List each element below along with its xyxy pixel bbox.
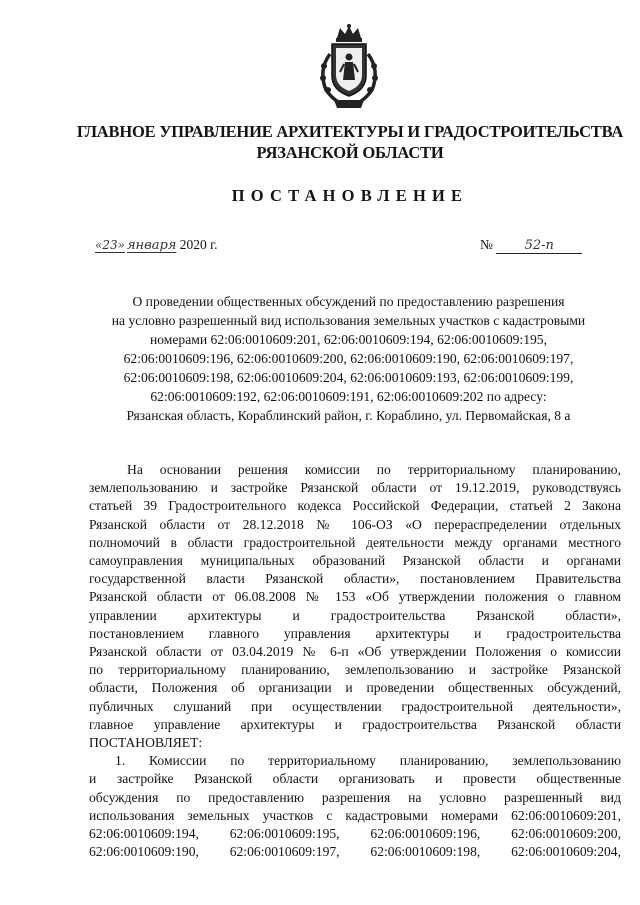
subject-line: на условно разрешенный вид использования земельных участков с кадастровыми (111, 313, 586, 328)
date-day: «23» (95, 238, 125, 252)
body-line: землепользованию и застройке Рязанской области от 19.12.2019, руководствуясь (89, 480, 621, 496)
subject-line: 62:06:0010609:198, 62:06:0010609:204, 62:06:0010609:193, 62:06:0010609:199, (123, 370, 574, 385)
document-type-title: ПОСТАНОВЛЕНИЕ (231, 186, 469, 205)
document-date (95, 237, 218, 253)
coat-of-arms-icon (312, 24, 386, 110)
body-line: статьей 39 Градостроительного кодекса Российской Федерации, статьей 2 Закона (89, 498, 621, 514)
subject-line: 62:06:0010609:192, 62:06:0010609:191, 62:06:0010609:202 по адресу: (150, 389, 547, 404)
body-line: по территориальному планированию, землепользованию и застройке Рязанской (89, 662, 621, 678)
body-line: Рязанской области от 28.12.2018 № 106-ОЗ «О перераспределении отдельных (89, 516, 621, 532)
body-line: 62:06:0010609:194, 62:06:0010609:195, 62:06:0010609:196, 62:06:0010609:200, (89, 826, 621, 842)
body-line: обсуждения по предоставлению разрешения на условно разрешенный вид (89, 789, 621, 805)
number-value: 52-п (496, 238, 582, 254)
body-line: области, Положения об организации и проведении общественных обсуждений, (89, 680, 621, 696)
body-line: и застройке Рязанской области организовать и провести общественные (89, 771, 621, 787)
body-line: использования земельных участков с кадастровыми номерами 62:06:0010609:201, (89, 807, 621, 823)
date-year: 2020 г. (179, 237, 218, 252)
date-month: января (126, 238, 177, 253)
body-line: государственной власти Рязанской области», постановлением Правительства (89, 571, 621, 587)
body-line: постановлением главного управления архитектуры и градостроительства (89, 625, 621, 641)
body-line: главное управление архитектуры и градостроительства Рязанской области (89, 716, 621, 732)
body-line: публичных слушаний при осуществлении градостроительной деятельности», (89, 698, 621, 714)
subject-line: номерами 62:06:0010609:201, 62:06:0010609:194, 62:06:0010609:195, (149, 332, 547, 347)
document-number (480, 237, 582, 254)
body-line: Рязанской области от 06.08.2008 № 153 «Об утверждении положения о главном (89, 589, 621, 605)
body-line: На основании решения комиссии по территориальному планированию, (127, 462, 621, 477)
body-line: 62:06:0010609:190, 62:06:0010609:197, 62:06:0010609:198, 62:06:0010609:204, (89, 844, 621, 860)
body-line: полномочий в области градостроительной деятельности между органами местного (89, 534, 621, 550)
document-body (89, 461, 621, 861)
body-line: ПОСТАНОВЛЯЕТ: (89, 735, 203, 751)
subject-line: 62:06:0010609:196, 62:06:0010609:200, 62:06:0010609:190, 62:06:0010609:197, (123, 351, 574, 366)
subject-line: Рязанская область, Кораблинский район, г. Кораблино, ул. Первомайская, 8 а (126, 408, 571, 423)
organization-name-line2: РЯЗАНСКОЙ ОБЛАСТИ (256, 143, 444, 162)
subject-line: О проведении общественных обсуждений по предоставлению разрешения (132, 294, 565, 309)
body-line: Рязанской области от 03.04.2019 № 6-п «Об утверждении Положения о комиссии (89, 644, 621, 660)
body-line: 1. Комиссии по территориальному планированию, землепользованию (115, 753, 621, 769)
body-line: самоуправления муниципальных образований Рязанской области и органами (89, 553, 621, 569)
organization-name-line1: ГЛАВНОЕ УПРАВЛЕНИЕ АРХИТЕКТУРЫ И ГРАДОСТРОИТЕЛЬСТВА (76, 122, 624, 141)
body-line: управлении архитектуры и градостроительства Рязанской области», (89, 607, 621, 623)
number-label: № (480, 237, 493, 252)
document-subject (76, 292, 621, 425)
